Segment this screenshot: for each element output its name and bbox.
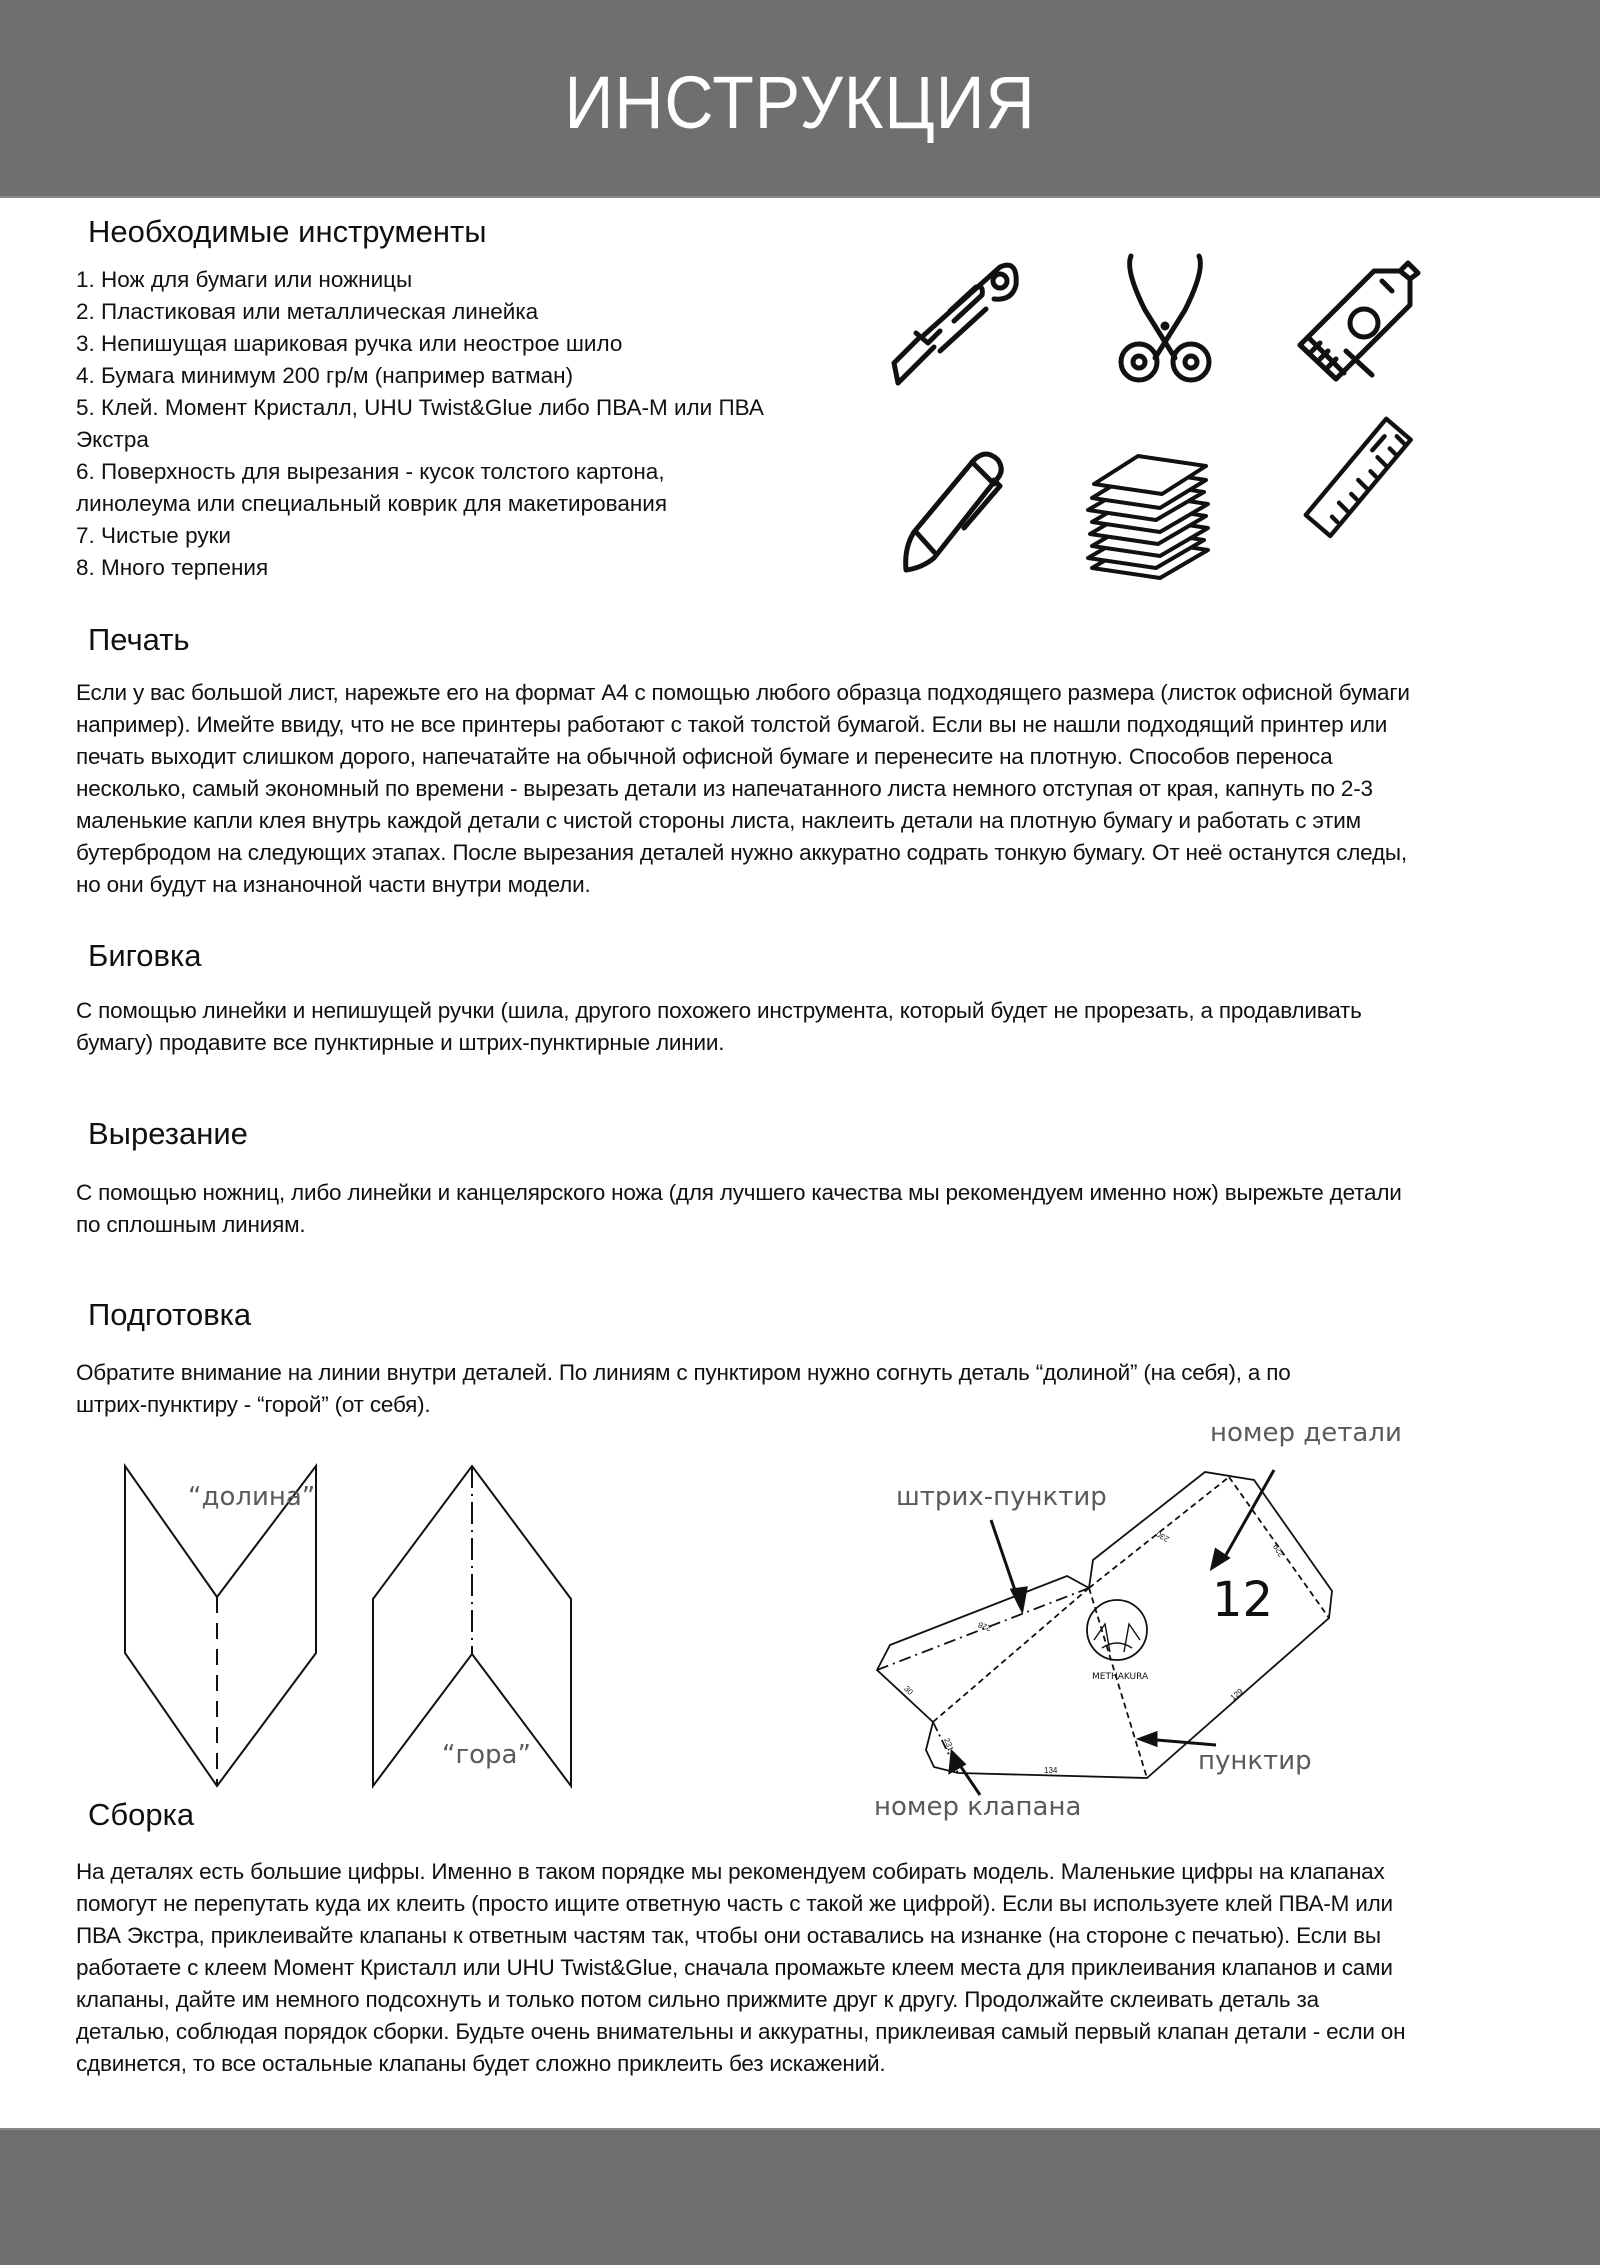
- text-line: клапаны, дайте им немного подсохнуть и только потом сильно прижмите друг к другу. Продолжайте склеивать деталь за: [76, 1987, 1319, 2012]
- pen-icon: [890, 440, 1030, 580]
- text-line: бумагу) продавите все пунктирные и штрих-пунктирные линии.: [76, 1030, 725, 1055]
- text-line: но они будут на изнаночной части внутри модели.: [76, 872, 591, 897]
- text-line: сдвинется, то все остальные клапаны будет сложно приклеить без искажений.: [76, 2051, 886, 2076]
- tools-list-item: линолеума или специальный коврик для макетирования: [76, 491, 668, 516]
- text-line: печать выходит слишком дорого, напечатайте на обычной офисной бумаге и перенесите на плотную. Способов переноса: [76, 744, 1333, 769]
- flap-number-label: номер клапана: [874, 1792, 1082, 1822]
- tools-list-item: 5. Клей. Момент Кристалл, UHU Twist&Glue либо ПВА-М или ПВА: [76, 395, 764, 420]
- mountain-label: “гора”: [442, 1740, 531, 1770]
- tools-list-item: Экстра: [76, 427, 149, 452]
- text-line: работаете с клеем Момент Кристалл или UHU Twist&Glue, сначала промажьте клеем места для приклеивания клапанов и сами: [76, 1955, 1393, 1980]
- printing-heading: Печать: [88, 622, 190, 657]
- edge-number: 229: [1271, 1542, 1286, 1559]
- part-diagram: [860, 1400, 1460, 1830]
- valley-label: “долина”: [188, 1482, 316, 1512]
- printing-paragraph: [76, 677, 1536, 901]
- ruler-icon: [1290, 410, 1430, 550]
- glue-tube-icon: [1290, 255, 1430, 395]
- edge-number: 134: [1044, 1766, 1058, 1775]
- preparation-heading: Подготовка: [88, 1297, 252, 1332]
- header-bar: [0, 0, 1600, 198]
- edge-number: 230: [1154, 1529, 1171, 1544]
- tools-list-item: 6. Поверхность для вырезания - кусок толстого картона,: [76, 459, 665, 484]
- text-line: например). Имейте ввиду, что не все принтеры работают с такой толстой бумагой. Если вы не нашли подходящий принтер или: [76, 712, 1388, 737]
- paper-stack-icon: [1080, 440, 1220, 580]
- tools-list-item: 7. Чистые руки: [76, 523, 231, 548]
- text-line: несколько, самый экономный по времени - вырезать детали из напечатанного листа немного отступая от края, капнуть по 2-3: [76, 776, 1373, 801]
- text-line: помогут не перепутать куда их клеить (просто ищите ответную часть с такой же цифрой). Если вы используете клей ПВА-М или: [76, 1891, 1393, 1916]
- text-line: ПВА Экстра, приклеивайте клапаны к ответным частям так, чтобы они оставались на изнанке (на стороне с печатью). Если вы: [76, 1923, 1381, 1948]
- text-line: На деталях есть большие цифры. Именно в таком порядке мы рекомендуем собирать модель. Маленькие цифры на клапанах: [76, 1859, 1385, 1884]
- part-number: 12: [1212, 1572, 1274, 1628]
- scoring-paragraph: [76, 995, 1536, 1059]
- tools-list-item: 1. Нож для бумаги или ножницы: [76, 267, 413, 292]
- text-line: штрих-пунктиру - “горой” (от себя).: [76, 1392, 431, 1417]
- assembly-heading: Сборка: [88, 1797, 195, 1832]
- edge-number: 30: [902, 1684, 915, 1697]
- tools-icons: [880, 250, 1460, 570]
- text-line: Если у вас большой лист, нарежьте его на формат А4 с помощью любого образца подходящего размера (листок офисной бумаги: [76, 680, 1410, 705]
- fold-diagram: [100, 1440, 800, 1810]
- text-line: С помощью линейки и непишущей ручки (шила, другого похожего инструмента, который будет не прорезать, а продавливать: [76, 998, 1362, 1023]
- edge-number: 228: [976, 1619, 993, 1634]
- page-title: ИНСТРУКЦИЯ: [564, 60, 1036, 144]
- cutting-paragraph: [76, 1177, 1536, 1241]
- tools-list-item: 2. Пластиковая или металлическая линейка: [76, 299, 539, 324]
- logo-text: METHAKURA: [1092, 1672, 1149, 1682]
- utility-knife-icon: [890, 255, 1030, 395]
- assembly-paragraph: [76, 1856, 1536, 2080]
- part-number-label: номер детали: [1210, 1418, 1402, 1448]
- text-line: по сплошным линиям.: [76, 1212, 306, 1237]
- edge-number: 231: [942, 1736, 956, 1753]
- tools-list-item: 3. Непишущая шариковая ручка или неострое шило: [76, 331, 623, 356]
- text-line: деталью, соблюдая порядок сборки. Будьте очень внимательны и аккуратны, приклеивая самый первый клапан детали - если он: [76, 2019, 1406, 2044]
- tools-list: [76, 264, 836, 584]
- text-line: маленькие капли клея внутрь каждой детали с чистой стороны листа, наклеить детали на плотную бумагу и работать с этим: [76, 808, 1361, 833]
- tools-heading: Необходимые инструменты: [88, 214, 487, 249]
- scoring-heading: Биговка: [88, 938, 202, 973]
- edge-number: 129: [1228, 1686, 1245, 1703]
- dashed-label: пунктир: [1198, 1746, 1312, 1776]
- text-line: бутербродом на следующих этапах. После вырезания деталей нужно аккуратно содрать тонкую бумагу. От неё останутся следы,: [76, 840, 1407, 865]
- tools-list-item: 4. Бумага минимум 200 гр/м (например ватман): [76, 363, 574, 388]
- text-line: С помощью ножниц, либо линейки и канцелярского ножа (для лучшего качества мы рекомендуем именно нож) вырежьте детали: [76, 1180, 1402, 1205]
- footer-bar: [0, 2128, 1600, 2265]
- dash-dot-label: штрих-пунктир: [896, 1482, 1107, 1512]
- tools-list-item: 8. Много терпения: [76, 555, 269, 580]
- scissors-icon: [1095, 250, 1235, 390]
- cutting-heading: Вырезание: [88, 1116, 248, 1151]
- text-line: Обратите внимание на линии внутри деталей. По линиям с пунктиром нужно согнуть деталь “долиной” (на себя), а по: [76, 1360, 1291, 1385]
